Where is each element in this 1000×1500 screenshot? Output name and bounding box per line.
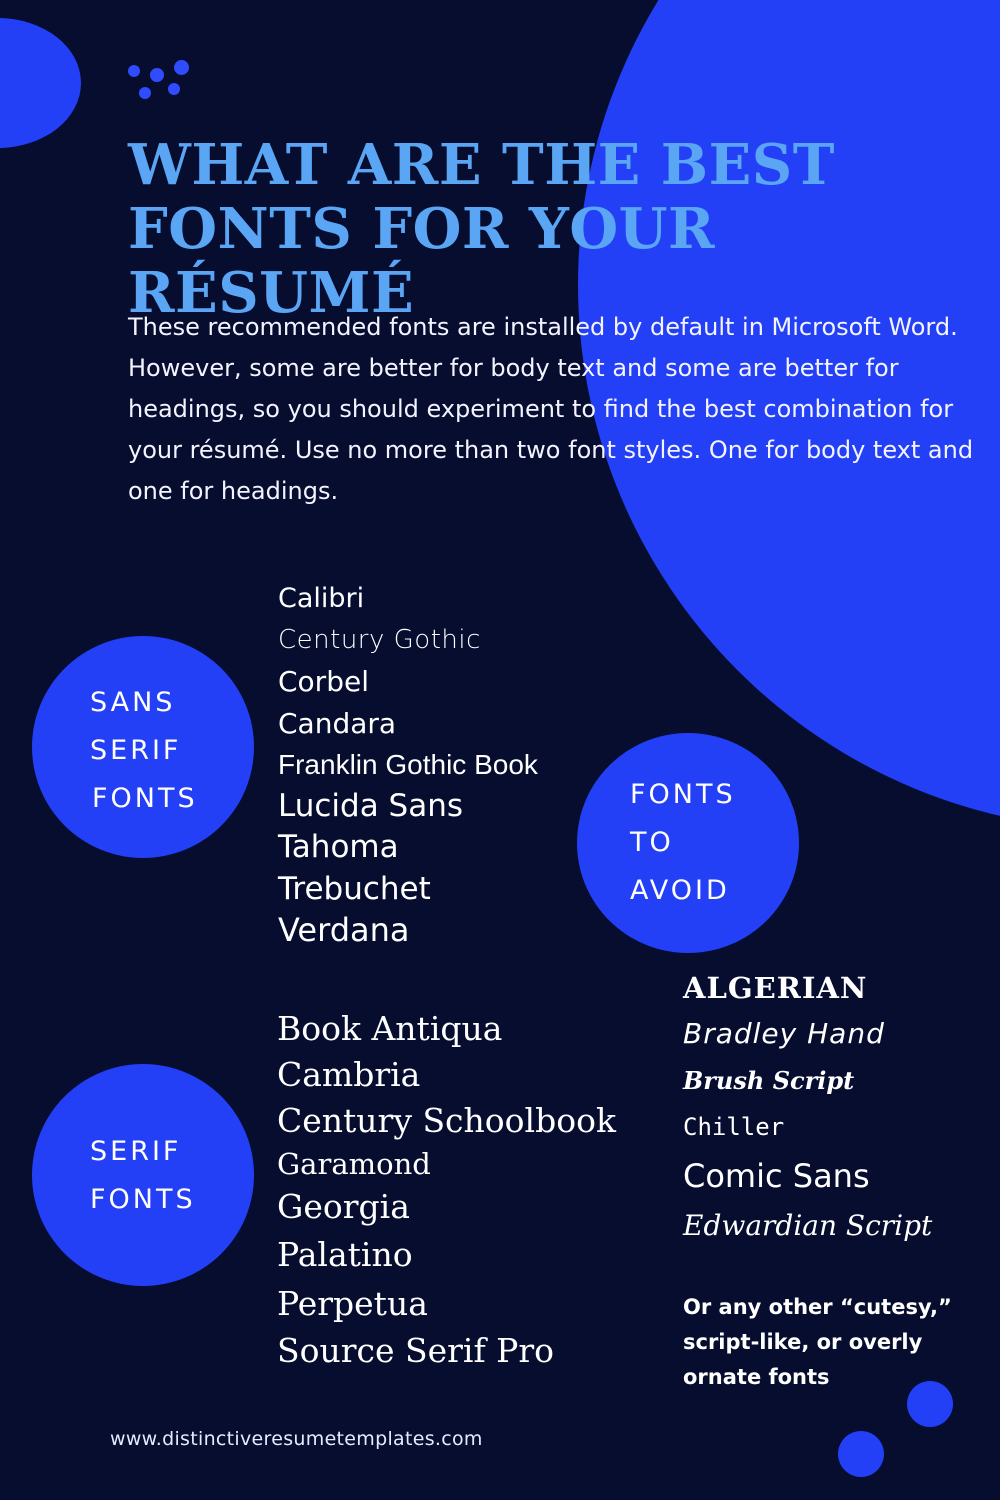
font-corbel: Corbel [278, 665, 369, 698]
font-century-gothic: Century Gothic [278, 624, 481, 655]
serif-badge [32, 1064, 254, 1286]
sans-serif-badge [32, 636, 254, 858]
avoid-note-line: script-like, or overly [683, 1330, 923, 1354]
decorative-dot [139, 87, 151, 99]
footer-url: www.distinctiveresumetemplates.com [110, 1428, 483, 1450]
font-perpetua: Perpetua [277, 1284, 428, 1323]
top-left-decorative-circle [0, 18, 81, 148]
font-trebuchet: Trebuchet [278, 870, 431, 907]
font-verdana: Verdana [278, 911, 410, 949]
decorative-dot [168, 83, 180, 95]
font-calibri: Calibri [278, 583, 365, 614]
page-title [128, 133, 978, 325]
font-chiller: Chiller [683, 1113, 785, 1141]
badge-text: SERIF [90, 735, 182, 766]
font-bradley-hand: Bradley Hand [683, 1017, 885, 1050]
badge-text: FONTS [90, 1184, 196, 1215]
badge-text: AVOID [630, 875, 730, 906]
font-edwardian-script: Edwardian Script [683, 1209, 933, 1242]
fonts-to-avoid-badge [577, 733, 799, 953]
badge-text: FONTS [92, 783, 198, 814]
decorative-dot [128, 65, 140, 77]
badge-text: SANS [90, 687, 176, 718]
badge-text: TO [630, 827, 674, 858]
font-cambria: Cambria [277, 1055, 421, 1094]
title-line-1: WHAT ARE THE BEST [128, 132, 835, 198]
badge-text: FONTS [630, 779, 736, 810]
title-line-2: FONTS FOR YOUR RÉSUMÉ [128, 196, 716, 326]
badge-text: SERIF [90, 1136, 182, 1167]
decorative-dot [150, 68, 164, 82]
avoid-note-line: Or any other “cutesy,” [683, 1295, 952, 1319]
font-century-schoolbook: Century Schoolbook [277, 1101, 616, 1140]
intro-paragraph: These recommended fonts are installed by default in Microsoft Word. However, some are better for body text and some are better for headings, so you should experiment to find the best combination for your résumé. Use no more than two font styles. One for body text and one for headings. [128, 313, 974, 505]
font-comic-sans: Comic Sans [683, 1157, 870, 1195]
font-lucida-sans: Lucida Sans [278, 787, 464, 824]
decorative-dot [174, 60, 189, 75]
font-book-antiqua: Book Antiqua [277, 1009, 503, 1048]
font-brush-script: Brush Script [683, 1066, 855, 1095]
fonts-to-avoid-list [683, 965, 932, 1249]
font-candara: Candara [278, 706, 397, 740]
serif-font-list [277, 1006, 616, 1374]
sans-serif-font-list [278, 578, 538, 952]
bottom-right-decorative-circle [838, 1431, 884, 1477]
font-tahoma: Tahoma [278, 829, 399, 865]
avoid-note-line: ornate fonts [683, 1365, 830, 1389]
font-georgia: Georgia [277, 1187, 410, 1226]
font-franklin-gothic-book: Franklin Gothic Book [278, 749, 538, 780]
font-source-serif-pro: Source Serif Pro [277, 1331, 555, 1370]
font-algerian: ALGERIAN [683, 971, 868, 1005]
font-garamond: Garamond [277, 1147, 431, 1181]
font-palatino: Palatino [277, 1235, 413, 1274]
avoid-note [683, 1290, 983, 1395]
